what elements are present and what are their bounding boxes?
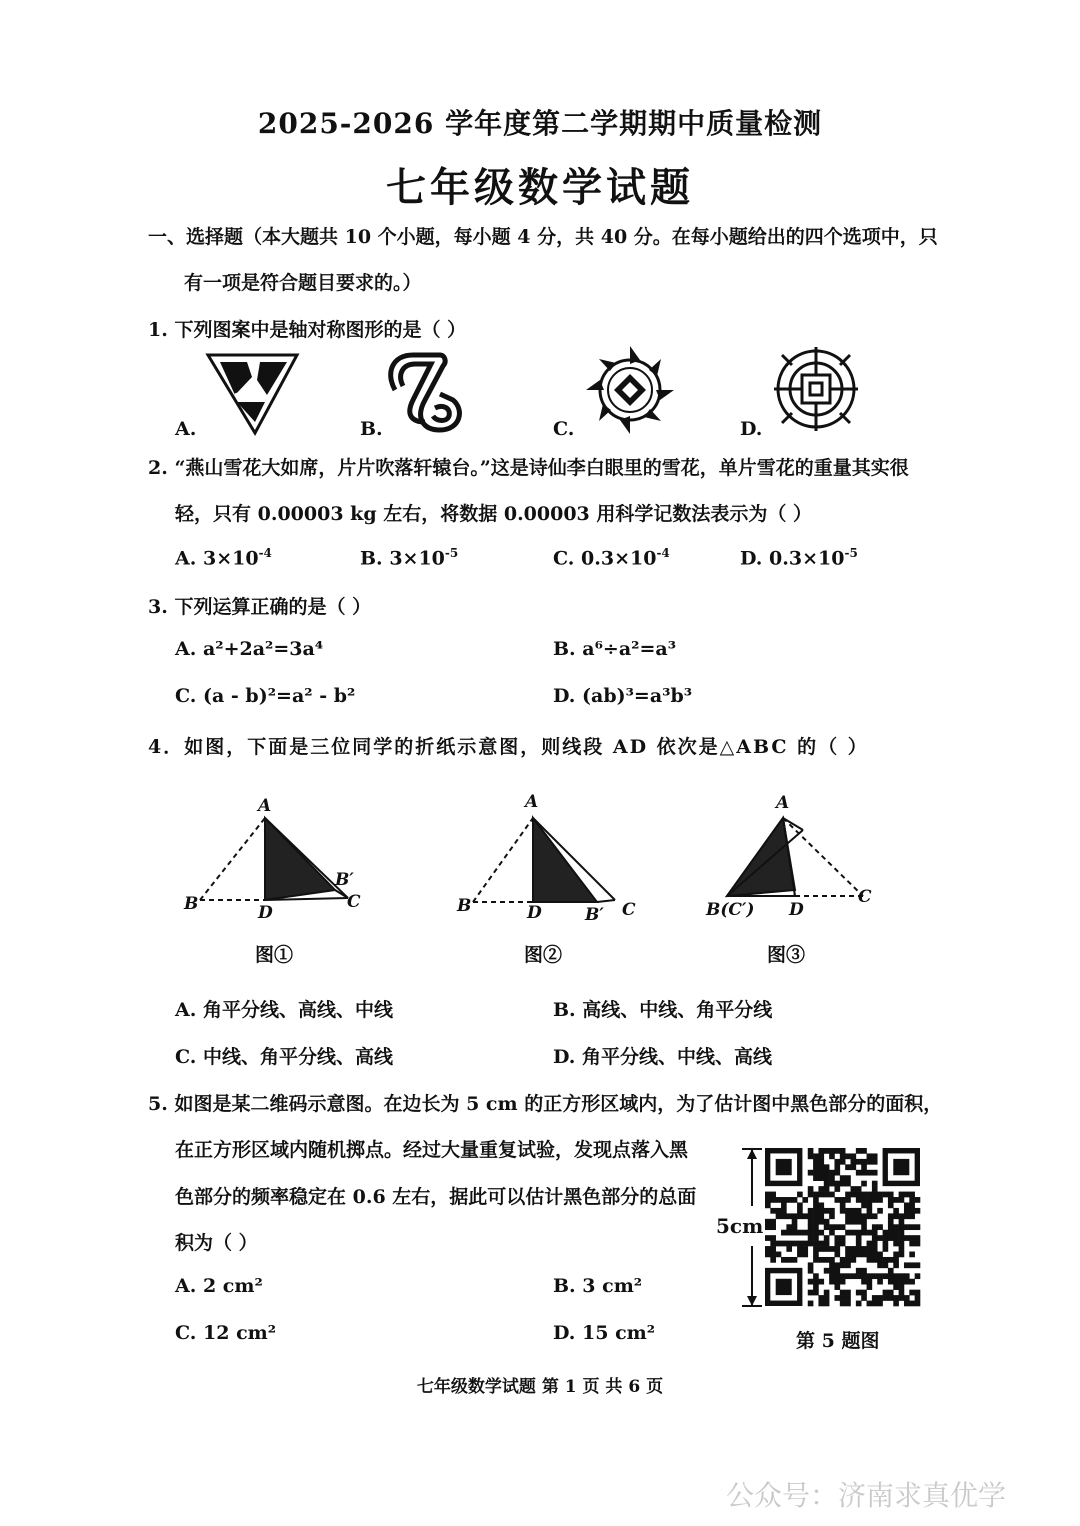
fig2-label-b: B [457, 896, 472, 916]
q3-option-d: D. (ab)³=a³b³ [553, 685, 693, 707]
q1-figure-a [205, 350, 300, 435]
q5-figure-caption: 第 5 题图 [796, 1330, 880, 1352]
fig3-label-a: A [776, 793, 790, 813]
q1-figure-c [585, 345, 675, 435]
q2-option-a: A. $3\times 10^{-4}$ [175, 546, 272, 570]
q1-option-a: A. [175, 418, 197, 440]
fig1-label-b: B [184, 894, 199, 914]
q4-option-c: C. 中线、角平分线、高线 [175, 1046, 394, 1068]
q3-option-b: B. a⁶÷a²=a³ [553, 638, 677, 660]
q5-stem-line2: 在正方形区域内随机掷点。经过大量重复试验，发现点落入黑 [175, 1139, 689, 1161]
q1-figure-d [772, 345, 860, 433]
q5-option-d: D. 15 cm² [553, 1322, 656, 1344]
fig2-label-c: C [622, 900, 636, 920]
q5-stem-line4: 积为（ ） [175, 1232, 258, 1254]
fig3-caption: 图③ [767, 944, 806, 966]
fig3-label-d: D [789, 900, 804, 920]
fig1-caption: 图① [255, 944, 294, 966]
q1-option-c: C. [553, 418, 575, 440]
exam-subject-title: 七年级数学试题 [386, 164, 694, 211]
q2-stem-line1: 2. “燕山雪花大如席，片片吹落轩辕台。”这是诗仙李白眼里的雪花，单片雪花的重量其实很 [148, 457, 909, 479]
fig3-label-b-c-prime: B(C′) [706, 900, 755, 920]
q2-stem-line2: 轻，只有 0.00003 kg 左右，将数据 0.00003 用科学记数法表示为（ ） [175, 503, 813, 525]
q1-stem: 1. 下列图案中是轴对称图形的是（ ） [148, 319, 467, 341]
q2-option-d: D. $0.3\times 10^{-5}$ [740, 546, 858, 570]
q5-option-c: C. 12 cm² [175, 1322, 277, 1344]
q5-stem-line1: 5. 如图是某二维码示意图。在边长为 5 cm 的正方形区域内，为了估计图中黑色部分的面积， [148, 1093, 943, 1115]
fig2-label-d: D [527, 903, 542, 923]
fig2-label-a: A [525, 792, 539, 812]
q5-side-label: 5cm [716, 1214, 764, 1238]
q2-option-c: C. $0.3\times 10^{-4}$ [553, 546, 670, 570]
q1-option-d: D. [740, 418, 763, 440]
q4-option-b: B. 高线、中线、角平分线 [553, 999, 773, 1021]
section-heading: 一、选择题（本大题共 10 个小题，每小题 4 分，共 40 分。在每小题给出的四个选项中，只 [148, 226, 938, 248]
q5-stem-line3: 色部分的频率稳定在 0.6 左右，据此可以估计黑色部分的总面 [175, 1186, 697, 1208]
fig3-label-c: C [858, 887, 872, 907]
q2-option-b: B. $3\times 10^{-5}$ [360, 546, 459, 570]
q4-option-d: D. 角平分线、中线、高线 [553, 1046, 773, 1068]
q1-option-b: B. [360, 418, 383, 440]
q4-option-a: A. 角平分线、高线、中线 [175, 999, 393, 1021]
fig1-label-d: D [258, 903, 273, 923]
q3-option-a: A. a²+2a²=3a⁴ [175, 638, 324, 660]
watermark: 公众号：济南求真优学 [726, 1479, 1007, 1512]
exam-title: 2025-2026 学年度第二学期期中质量检测 [257, 107, 823, 140]
fig1-label-b-prime: B′ [335, 870, 354, 890]
page-footer: 七年级数学试题 第 1 页 共 6 页 [416, 1377, 664, 1397]
qr-code-image [765, 1148, 920, 1306]
section-heading-cont: 有一项是符合题目要求的。） [184, 272, 422, 294]
q1-figure-b [385, 350, 470, 435]
q5-option-b: B. 3 cm² [553, 1275, 643, 1297]
fig1-label-a: A [258, 796, 272, 816]
fig2-caption: 图② [524, 944, 563, 966]
q4-stem: 4．如图，下面是三位同学的折纸示意图，则线段 AD 依次是△ABC 的（ ） [148, 736, 869, 758]
q5-option-a: A. 2 cm² [175, 1275, 263, 1297]
q3-option-c: C. (a - b)²=a² - b² [175, 685, 356, 707]
fig2-label-b-prime: B′ [585, 905, 604, 925]
q3-stem: 3. 下列运算正确的是（ ） [148, 596, 372, 618]
fig1-label-c: C [347, 892, 361, 912]
